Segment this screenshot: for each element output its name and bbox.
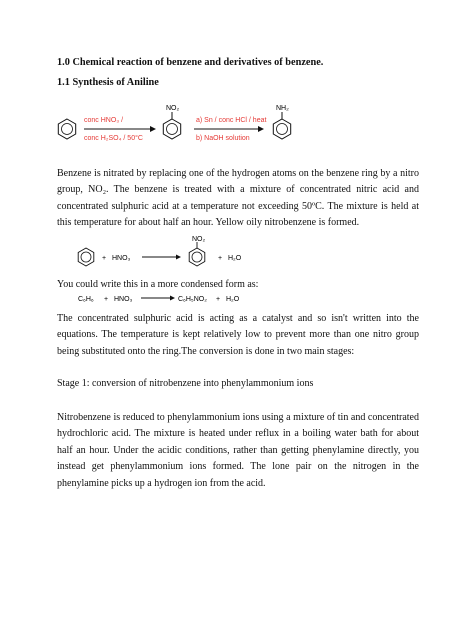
amino-group-label: NH₂ — [276, 105, 289, 112]
section-title: 1.0 Chemical reaction of benzene and derivatives of benzene. — [57, 57, 324, 68]
nitro-group-label: NO₂ — [166, 105, 180, 112]
benzene-ring — [58, 119, 75, 139]
water-formula: H₂O — [226, 296, 240, 303]
nitrobenzene-formula: C₆H₅NO₂ — [178, 296, 207, 303]
reagent-nitration-bottom: conc H₂SO₄ / 50°C — [84, 135, 143, 142]
reagent-nitration-top: conc HNO₃ / — [84, 117, 124, 124]
benzene-ring — [78, 248, 94, 266]
condensed-intro: You could write this in a more condensed form as: — [57, 279, 259, 290]
reagent-reduction-bottom: b) NaOH solution — [196, 135, 250, 142]
condensed-equation — [76, 291, 256, 305]
benzene-formula: C₆H₆ — [78, 296, 94, 303]
nitric-acid-label: HNO₃ — [112, 255, 131, 262]
reagent-reduction-top: a) Sn / conc HCl / heat — [196, 117, 267, 124]
nitration-equation — [70, 232, 270, 272]
stage-1-heading: Stage 1: conversion of nitrobenzene into phenylammonium ions — [57, 378, 314, 389]
nitrobenzene-ring — [163, 112, 180, 139]
plus-sign: + — [218, 255, 223, 262]
paragraph-catalyst: The concentrated sulphuric acid is acting as a catalyst and so isn't written into the equations. The temperature is kept relatively low to prevent more than one nitro group being substituted onto the ring.The conversion is done in two main stages: — [57, 313, 419, 357]
water-label: H₂O — [228, 255, 242, 262]
aniline-synthesis-scheme — [50, 94, 310, 154]
subsection-title: 1.1 Synthesis of Aniline — [57, 77, 159, 88]
nitric-acid-formula: HNO₃ — [114, 296, 133, 303]
nitro-group-label: NO₂ — [192, 236, 206, 243]
aniline-ring — [273, 112, 290, 139]
plus-sign: + — [102, 255, 107, 262]
paragraph-nitration: Benzene is nitrated by replacing one of the hydrogen atoms on the benzene ring by a nitro group, NO₂. The benzene is treated with a mixture of concentrated nitric acid and concentrated sulphuric acid at a temperature not exceeding 50ºC. The mixture is held at this temperature for about half an hour. Yellow oily nitrobenzene is formed. — [57, 168, 419, 229]
paragraph-reduction: Nitrobenzene is reduced to phenylammonium ions using a mixture of tin and concentrated hydrochloric acid. The mixture is heated under reflux in a boiling water bath for about half an hour. Under the acidic conditions, rather than getting phenylamine directly, you instead get phenylammonium ions formed. The lone pair on the nitrogen in the phenylamine picks up a hydrogen ion from the acid. — [57, 412, 419, 489]
plus-sign: + — [104, 296, 109, 303]
plus-sign: + — [216, 296, 221, 303]
nitrobenzene-ring — [189, 242, 205, 266]
